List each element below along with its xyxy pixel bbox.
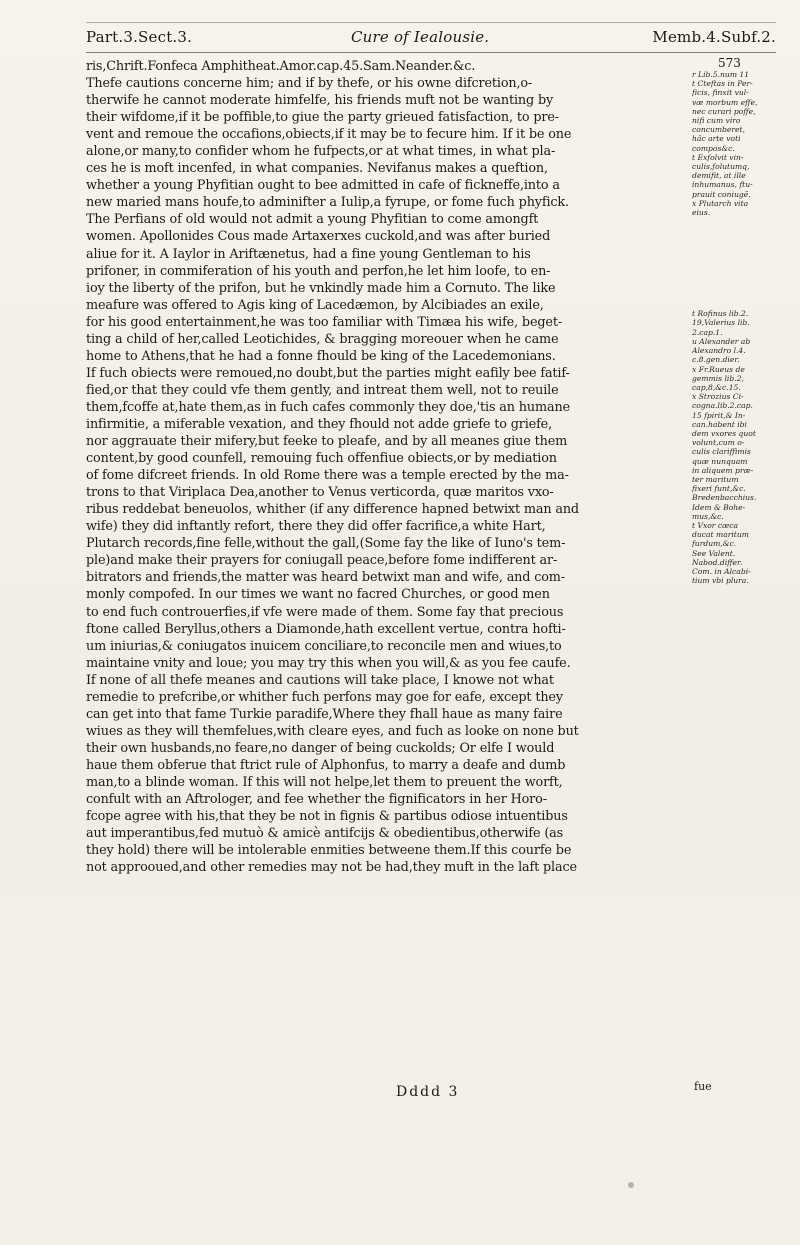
marginal-note: concumberet, — [692, 125, 746, 135]
text-line: content,by good counfell, remouing fuch offenfiue obiects,or by mediation — [86, 451, 557, 467]
marginal-note: 15 fpirit,& In- — [692, 410, 746, 420]
text-line: vent and remoue the occafions,obiects,if it may be to fecure him. If it be one — [86, 127, 572, 143]
marginal-note: Com. in Alcabi- — [692, 566, 751, 576]
text-line: bitrators and friends,the matter was heard betwixt man and wife, and com- — [86, 570, 565, 586]
text-line: aliue for it. A Iaylor in Ariftænetus, had a fine young Gentleman to his — [86, 246, 531, 262]
marginal-note: gemmis lib.2, — [692, 373, 744, 383]
marginal-note: tium vbi plura. — [692, 576, 749, 586]
text-line: of fome difcreet friends. In old Rome there was a temple erected by the ma- — [86, 468, 569, 484]
marginal-note — [692, 300, 784, 309]
running-head — [86, 28, 776, 52]
text-line: new maried mans houfe,to adminifter a Iulip,a fyrupe, or fome fuch phyfick. — [86, 195, 569, 211]
running-head-part-section: Part.3.Sect.3. — [86, 28, 193, 46]
marginal-note: x Strozius Ci- — [692, 392, 744, 402]
marginal-note: u Alexander ab — [692, 336, 751, 346]
running-head-title: Cure of Iealousie. — [351, 28, 490, 46]
text-line: aut imperantibus,fed mutuò & amicè antifcijs & obedientibus,otherwife (as — [86, 826, 564, 842]
marginal-note: 2.cap.1. — [692, 327, 723, 337]
text-line: ribus reddebat beneuolos, whither (if any difference hapned betwixt man and — [86, 502, 579, 518]
text-line: wife) they did inftantly refort, there they did offer facrifice,a white Hart, — [86, 519, 546, 535]
marginal-note: r Lib.5.num 11 — [692, 70, 750, 79]
text-line: their own husbands,no feare,no danger of being cuckolds; Or elfe I would — [86, 740, 555, 756]
text-line: whether a young Phyfitian ought to bee admitted in cafe of fickneffe,into a — [86, 178, 560, 194]
marginal-note — [692, 263, 784, 272]
paper-spot — [628, 1182, 634, 1188]
marginal-note: culis clariffimis — [692, 447, 751, 457]
marginal-note — [692, 245, 784, 254]
marginal-note: cap,8,&c.15. — [692, 382, 741, 392]
marginal-note: volunt,cum o- — [692, 438, 745, 448]
text-line: The Perfians of old would not admit a young Phyfitian to come amongft — [86, 212, 539, 228]
marginal-note — [692, 282, 784, 291]
text-line: um iniurias,& coniugatos inuicem conciliare,to reconcile men and wiues,to — [86, 638, 562, 654]
text-line: can get into that fame Turkie paradife,Where they fhall haue as many faire — [86, 706, 563, 722]
text-line: meafure was offered to Agis king of Lacedæmon, by Alcibiades an exile, — [86, 297, 544, 313]
marginal-note: inhumanus, ftu- — [692, 180, 753, 190]
marginal-note: prauit coniugẽ. — [692, 189, 751, 199]
marginal-note: cogna.lib.2.cap. — [692, 401, 753, 411]
text-line: If none of all thefe meanes and cautions will take place, I knowe not what — [86, 672, 554, 688]
text-line: If fuch obiects were remoued,no doubt,but the parties might eafily bee fatif- — [86, 365, 570, 381]
marginal-note — [692, 272, 784, 281]
text-line: confult with an Aftrologer, and fee whether the fignificators in her Horo- — [86, 792, 547, 808]
running-head-member-subsection: Memb.4.Subf.2. — [652, 28, 776, 46]
text-line: to end fuch controuerfies,if vfe were made of them. Some fay that precious — [86, 604, 564, 620]
text-line: they hold) there will be intolerable enmities betweene them.If this courfe be — [86, 843, 572, 859]
marginal-note: compos&c. — [692, 143, 735, 153]
marginal-note — [692, 254, 784, 263]
text-line: not approoued,and other remedies may not be had,they muft in the laft place — [86, 860, 577, 876]
top-rule — [86, 22, 776, 23]
text-line: them,fcoffe at,hate them,as in fuch cafes commonly they doe,'tis an humane — [86, 399, 570, 415]
marginal-notes — [692, 70, 784, 585]
text-line: alone,or many,to confider whom he fufpects,or at what times, in what pla- — [86, 144, 556, 160]
marginal-note: ter maritum — [692, 474, 739, 484]
printer-signature: Dddd 3 — [396, 1084, 460, 1100]
marginal-note: quæ nunquam — [692, 456, 748, 466]
text-line: ftone called Beryllus,others a Diamonde,hath excellent vertue, contra hofti- — [86, 621, 566, 637]
marginal-note: nec curari poffe, — [692, 106, 756, 116]
marginal-note: x Plutarch vita — [692, 198, 749, 208]
text-line: man,to a blinde woman. If this will not helpe,let them to preuent the worft, — [86, 774, 563, 790]
marginal-note: t Exfolvit vin- — [692, 152, 744, 162]
marginal-note — [692, 236, 784, 245]
marginal-note: t Vxor cæca — [692, 520, 739, 530]
text-line: maintaine vnity and loue; you may try this when you will,& as you fee caufe. — [86, 655, 571, 671]
marginal-note: 19,Valerius lib. — [692, 318, 750, 328]
text-line: their wifdome,if it be poffible,to giue the party grieued fatisfaction, to pre- — [86, 110, 559, 126]
marginal-note — [692, 291, 784, 300]
marginal-note: x Fr.Rueus de — [692, 364, 745, 374]
text-line: infirmitie, a miferable vexation, and they fhould not adde griefe to griefe, — [86, 416, 553, 432]
text-line: ting a child of her,called Leotichides, & bragging moreouer when he came — [86, 331, 559, 347]
text-line: ioy the liberty of the prifon, but he vnkindly made him a Cornuto. The like — [86, 280, 556, 296]
marginal-note: mus,&c. — [692, 511, 724, 521]
marginal-note: nifi cum viro — [692, 116, 741, 126]
marginal-note: furdum,&c. — [692, 539, 737, 549]
marginal-note: Nabod.differ. — [692, 557, 743, 567]
marginal-note: c.8.gen.dier. — [692, 355, 740, 365]
marginal-note: t Cteftas in Per- — [692, 79, 753, 89]
text-line: therwife he cannot moderate himfelfe, his friends muft not be wanting by — [86, 93, 554, 109]
marginal-note: culis,folutumq, — [692, 162, 750, 172]
marginal-note: ducat maritum — [692, 530, 749, 540]
text-line: Thefe cautions concerne him; and if by thefe, or his owne difcretion,o- — [86, 76, 533, 92]
marginal-note: Idem & Bohe- — [692, 502, 746, 512]
marginal-note: hâc arte voti — [692, 134, 741, 144]
marginal-note — [692, 226, 784, 235]
marginal-note: t Rofinus lib.2. — [692, 309, 749, 319]
marginal-note: ficis, finxit vul- — [692, 88, 749, 98]
text-line: ces he is moft incenfed, in what companies. Nevifanus makes a queftion, — [86, 161, 548, 177]
text-line: haue them obferue that ftrict rule of Alphonfus, to marry a deafe and dumb — [86, 757, 566, 773]
text-line: women. Apollonides Cous made Artaxerxes cuckold,and was after buried — [86, 229, 551, 245]
text-line: Plutarch records,fine felle,without the gall,(Some fay the like of Iuno's tem- — [86, 536, 566, 552]
text-line: for his good entertainment,he was too familiar with Timæa his wife, beget- — [86, 314, 563, 330]
catchword: fue — [694, 1080, 712, 1093]
marginal-note: Alexandro l.4. — [692, 346, 746, 356]
marginal-note: demifit, at ille — [692, 171, 746, 181]
text-line: wiues as they will themfelues,with cleare eyes, and fuch as looke on none but — [86, 723, 579, 739]
marginal-note: fixeri funt,&c. — [692, 484, 746, 494]
text-line: ple)and make their prayers for coniugall peace,before fome indifferent ar- — [86, 553, 558, 569]
text-line: remedie to prefcribe,or whither fuch perfons may goe for eafe, except they — [86, 689, 563, 705]
marginal-note: can.habent ibi — [692, 419, 747, 429]
text-line: fied,or that they could vfe them gently, and intreat them well, not to reuile — [86, 382, 559, 398]
marginal-note: in aliquem præ- — [692, 465, 754, 475]
marginal-note: See Valent. — [692, 548, 736, 558]
text-line: trons to that Viriplaca Dea,another to Venus verticorda, quæ maritos vxo- — [86, 485, 554, 501]
marginal-note: eius. — [692, 208, 711, 218]
body-text — [86, 58, 686, 876]
text-line: nor aggrauate their mifery,but feeke to pleafe, and by all meanes giue them — [86, 434, 568, 450]
text-line: ris,Chrift.Fonfeca Amphitheat.Amor.cap.45.Sam.Neander.&c. — [86, 59, 476, 74]
text-line: monly compofed. In our times we want no facred Churches, or good men — [86, 587, 550, 603]
text-line: fcope agree with his,that they be not in fignis & partibus odiose intuentibus — [86, 809, 568, 825]
text-line: home to Athens,that he had a fonne fhould be king of the Lacedemonians. — [86, 348, 556, 364]
page-number: 573 — [718, 56, 741, 70]
marginal-note: væ morbum effe, — [692, 97, 758, 107]
text-line: prifoner, in commiferation of his youth and perfon,he let him loofe, to en- — [86, 263, 551, 279]
marginal-note — [692, 217, 784, 226]
head-rule — [86, 52, 776, 53]
marginal-note: Bredenbacchius. — [692, 493, 757, 503]
marginal-note: dem vxores quot — [692, 428, 756, 438]
